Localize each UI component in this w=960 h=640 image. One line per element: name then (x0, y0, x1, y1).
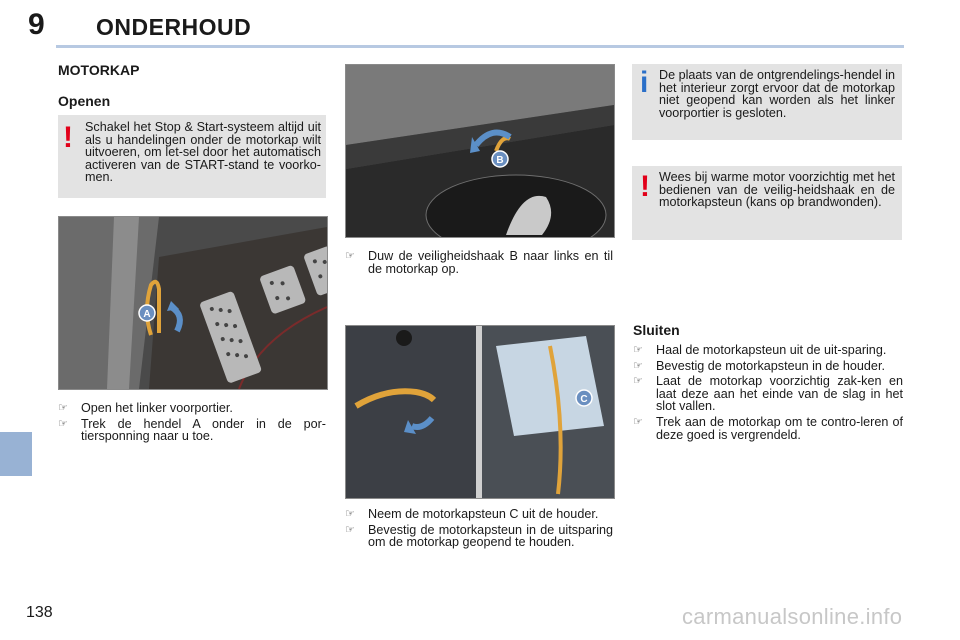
chapter-title: ONDERHOUD (96, 14, 252, 40)
info-note-text: De plaats van de ontgrendelings-hendel in het interieur zorgt ervoor dat de motorkap niet geopend kan worden als het linker voorportier is gesloten. (659, 68, 895, 120)
section-title: MOTORKAP (58, 62, 140, 78)
list-item: ☞ Bevestig de motorkapsteun in de houder. (633, 358, 885, 373)
chapter-number: 9 (28, 8, 45, 41)
bullet-icon: ☞ (345, 523, 355, 536)
list-item: ☞ Duw de veiligheidshaak B naar links en til de motorkap op. (345, 249, 613, 276)
list-item: ☞ Trek de hendel A onder in de por-tiersponning naar u toe. (58, 416, 326, 444)
warning-note-hot-engine (632, 166, 902, 240)
list-item: ☞ Trek aan de motorkap om te contro-leren of deze goed is vergrendeld. (633, 414, 903, 442)
opening-title: Openen (58, 93, 111, 109)
bullet-icon: ☞ (345, 508, 355, 520)
warning-note-text: Schakel het Stop & Start-systeem altijd uit als u handelingen onder de motorkap wilt uitvoeren, om let-sel door het automatisch activeren van de START-stand te voorko-men. (85, 120, 321, 185)
figure-label-c: C (580, 394, 588, 405)
header-rule (56, 45, 904, 48)
list-item: ☞ Laat de motorkap voorzichtig zak-ken en laat deze aan het einde van de slag in het slot vallen. (633, 374, 903, 414)
warning-icon: ! (640, 170, 650, 203)
closing-title: Sluiten (633, 322, 680, 338)
bullet-icon: ☞ (633, 344, 643, 356)
hood-support-photo (345, 325, 615, 499)
figure-label-a: A (143, 309, 151, 320)
bullet-icon: ☞ (633, 375, 643, 388)
chapter-side-tab (0, 432, 32, 476)
support-steps (345, 508, 613, 552)
bullet-icon: ☞ (633, 415, 643, 428)
closing-steps (633, 344, 903, 444)
list-item: ☞ Neem de motorkapsteun C uit de houder. (345, 507, 599, 521)
bullet-icon: ☞ (633, 359, 643, 372)
info-note (632, 64, 902, 140)
info-icon: i (640, 66, 649, 99)
list-item: ☞ Haal de motorkapsteun uit de uit-sparing. (633, 343, 887, 357)
hood-hook-photo (345, 64, 615, 238)
figure-label-b: B (496, 155, 504, 166)
bullet-icon: ☞ (345, 250, 355, 262)
pedal-area-photo (58, 216, 328, 390)
opening-steps (58, 402, 326, 446)
page-number: 138 (26, 604, 53, 621)
warning-icon: ! (63, 121, 73, 154)
hook-steps (345, 250, 613, 278)
watermark: carmanualsonline.info (682, 604, 903, 629)
bullet-icon: ☞ (58, 417, 68, 430)
list-item: ☞ Bevestig de motorkapsteun in de uitsparing om de motorkap geopend te houden. (345, 522, 613, 550)
bullet-icon: ☞ (58, 402, 68, 414)
list-item: ☞ Open het linker voorportier. (58, 401, 233, 415)
warning-note-text: Wees bij warme motor voorzichtig met het bedienen van de veilig-heidshaak en de motorkapsteun (kans op brandwonden). (659, 170, 895, 210)
warning-note-stop-start (58, 115, 326, 198)
